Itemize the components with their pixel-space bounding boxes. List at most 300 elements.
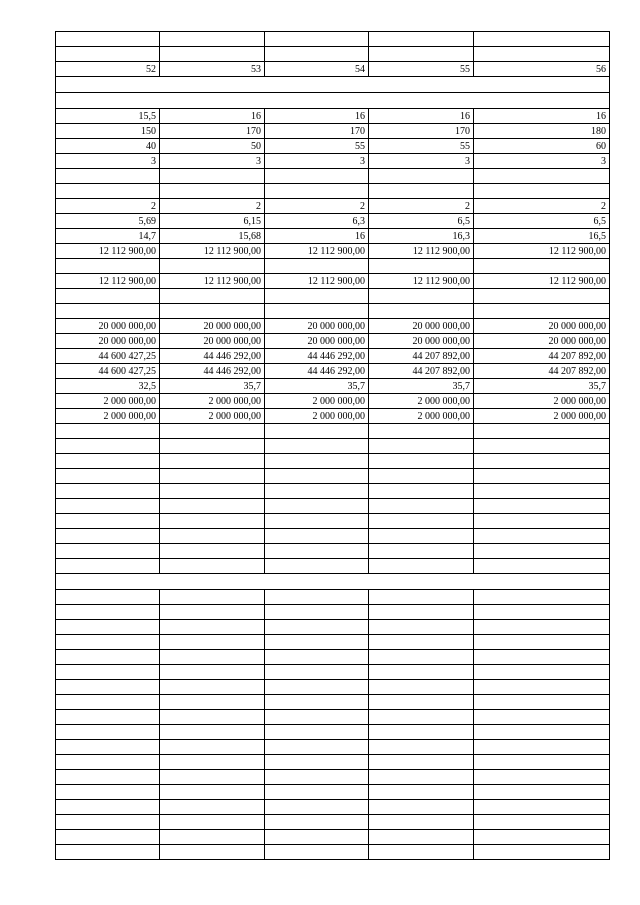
table-cell: [265, 680, 369, 695]
table-cell: [474, 544, 610, 559]
table-row: [56, 199, 610, 214]
table-cell: [369, 770, 474, 785]
table-cell: 20 000 000,00: [56, 334, 160, 349]
table-cell: 15,5: [56, 109, 160, 124]
table-cell: 35,7: [160, 379, 265, 394]
table-cell: [56, 514, 160, 529]
table-row: [56, 47, 610, 62]
table-row: [56, 409, 610, 424]
table-cell: [160, 484, 265, 499]
table-row: [56, 139, 610, 154]
table-cell: 35,7: [265, 379, 369, 394]
table-cell: [265, 845, 369, 860]
table-cell: [474, 259, 610, 274]
table-cell: [56, 635, 160, 650]
table-cell: [265, 770, 369, 785]
table-cell: [369, 424, 474, 439]
table-row: [56, 815, 610, 830]
table-cell: [56, 484, 160, 499]
table-cell: 16,3: [369, 229, 474, 244]
table-row: [56, 635, 610, 650]
table-cell: [160, 815, 265, 830]
table-cell: [265, 424, 369, 439]
table-row: [56, 439, 610, 454]
table-cell: [369, 665, 474, 680]
table-cell: 55: [265, 139, 369, 154]
table-cell: 2: [56, 199, 160, 214]
table-cell: 54: [265, 62, 369, 77]
table-cell: 44 600 427,25: [56, 364, 160, 379]
table-row: [56, 529, 610, 544]
table-cell: 16,5: [474, 229, 610, 244]
table-row: [56, 379, 610, 394]
table-row: [56, 620, 610, 635]
table-row: [56, 394, 610, 409]
table-cell: [369, 590, 474, 605]
table-cell: [369, 304, 474, 319]
table-cell: 2 000 000,00: [474, 394, 610, 409]
table-cell: [56, 830, 160, 845]
table-row: [56, 605, 610, 620]
table-row: [56, 229, 610, 244]
table-cell: [265, 740, 369, 755]
table-cell: [369, 845, 474, 860]
table-cell: [369, 439, 474, 454]
table-cell: 12 112 900,00: [265, 244, 369, 259]
table-cell: [369, 650, 474, 665]
table-cell: [265, 514, 369, 529]
table-cell: [265, 499, 369, 514]
table-cell: [56, 800, 160, 815]
table-cell: [369, 529, 474, 544]
table-cell: [160, 559, 265, 574]
table-cell: [474, 169, 610, 184]
table-cell: [369, 559, 474, 574]
table-cell: [160, 620, 265, 635]
table-body: [56, 32, 610, 860]
table-cell: [474, 184, 610, 199]
table-cell: [265, 830, 369, 845]
table-cell: 3: [369, 154, 474, 169]
table-cell: [474, 469, 610, 484]
table-cell: 2 000 000,00: [369, 394, 474, 409]
table-row: [56, 830, 610, 845]
table-cell: 56: [474, 62, 610, 77]
table-cell: [265, 665, 369, 680]
table-cell: [265, 785, 369, 800]
table-cell: [369, 725, 474, 740]
table-cell: [160, 514, 265, 529]
table-cell: [56, 259, 160, 274]
table-cell: [265, 635, 369, 650]
table-cell: 14,7: [56, 229, 160, 244]
table-row: [56, 469, 610, 484]
table-cell: [56, 469, 160, 484]
table-cell: [369, 620, 474, 635]
table-cell: [160, 635, 265, 650]
table-cell: [474, 590, 610, 605]
table-cell: [369, 32, 474, 47]
table-cell: [56, 650, 160, 665]
table-row: [56, 424, 610, 439]
table-cell: [160, 289, 265, 304]
table-cell: [56, 740, 160, 755]
table-cell: [160, 47, 265, 62]
table-row: [56, 800, 610, 815]
table-cell: [369, 605, 474, 620]
table-cell: [160, 845, 265, 860]
table-row: [56, 559, 610, 574]
table-cell: [160, 695, 265, 710]
table-cell: 2 000 000,00: [160, 394, 265, 409]
table-cell: 35,7: [369, 379, 474, 394]
table-cell: [160, 529, 265, 544]
table-cell: [369, 289, 474, 304]
table-row: [56, 454, 610, 469]
table-cell: 3: [56, 154, 160, 169]
table-cell: [265, 32, 369, 47]
table-row: [56, 770, 610, 785]
table-cell-full: [56, 574, 610, 590]
table-cell: [474, 484, 610, 499]
table-cell: 5,69: [56, 214, 160, 229]
table-row: [56, 169, 610, 184]
table-cell: 20 000 000,00: [369, 319, 474, 334]
table-cell: [474, 635, 610, 650]
table-cell: [265, 454, 369, 469]
table-cell: [369, 259, 474, 274]
table-cell: [265, 439, 369, 454]
table-cell: 2: [160, 199, 265, 214]
table-cell: [160, 424, 265, 439]
table-cell: 12 112 900,00: [265, 274, 369, 289]
table-cell: [474, 815, 610, 830]
table-cell: 44 207 892,00: [369, 349, 474, 364]
table-cell: 2 000 000,00: [369, 409, 474, 424]
table-cell: [369, 47, 474, 62]
table-cell: [160, 725, 265, 740]
table-cell: [160, 650, 265, 665]
table-cell: [160, 32, 265, 47]
table-cell: [474, 770, 610, 785]
table-cell: [369, 830, 474, 845]
table-cell: 60: [474, 139, 610, 154]
table-cell: 44 446 292,00: [160, 349, 265, 364]
table-cell: 32,5: [56, 379, 160, 394]
table-row: [56, 785, 610, 800]
table-cell: [56, 770, 160, 785]
table-cell: [369, 695, 474, 710]
table-cell: [265, 695, 369, 710]
table-row: [56, 544, 610, 559]
table-cell: [160, 169, 265, 184]
table-cell: [56, 454, 160, 469]
table-cell: 20 000 000,00: [160, 334, 265, 349]
table-cell: [56, 304, 160, 319]
table-row: [56, 319, 610, 334]
table-cell: [474, 559, 610, 574]
table-cell: [265, 650, 369, 665]
table-row: [56, 349, 610, 364]
table-row: [56, 680, 610, 695]
table-cell: [474, 740, 610, 755]
table-cell: [474, 845, 610, 860]
table-cell: [265, 544, 369, 559]
table-cell: [56, 605, 160, 620]
table-cell: [369, 469, 474, 484]
table-cell: 44 446 292,00: [160, 364, 265, 379]
table-cell: [56, 755, 160, 770]
table-row: [56, 574, 610, 590]
table-cell: 170: [265, 124, 369, 139]
table-cell: [56, 680, 160, 695]
table-row: [56, 499, 610, 514]
table-cell: 2 000 000,00: [56, 394, 160, 409]
table-cell: 170: [369, 124, 474, 139]
table-cell: 3: [160, 154, 265, 169]
table-row: [56, 755, 610, 770]
table-cell: [474, 47, 610, 62]
table-cell: 16: [369, 109, 474, 124]
table-row: [56, 740, 610, 755]
table-cell: [265, 815, 369, 830]
table-cell: [160, 785, 265, 800]
table-cell: 2: [369, 199, 474, 214]
table-cell: 2 000 000,00: [265, 409, 369, 424]
table-cell: [265, 559, 369, 574]
table-cell: [160, 710, 265, 725]
table-cell: [474, 424, 610, 439]
table-cell: [265, 725, 369, 740]
table-row: [56, 93, 610, 109]
table-cell: 20 000 000,00: [369, 334, 474, 349]
table-row: [56, 62, 610, 77]
table-cell: [474, 785, 610, 800]
table-cell: [56, 184, 160, 199]
table-cell: [265, 800, 369, 815]
table-row: [56, 650, 610, 665]
table-cell: [474, 454, 610, 469]
table-cell: [160, 304, 265, 319]
table-cell: [265, 169, 369, 184]
table-cell: 2 000 000,00: [56, 409, 160, 424]
table-row: [56, 259, 610, 274]
table-cell: [56, 710, 160, 725]
table-row: [56, 710, 610, 725]
table-cell: 44 600 427,25: [56, 349, 160, 364]
table-row: [56, 289, 610, 304]
table-row: [56, 514, 610, 529]
table-cell: 12 112 900,00: [160, 244, 265, 259]
table-cell: [265, 484, 369, 499]
table-cell: [474, 529, 610, 544]
table-row: [56, 274, 610, 289]
table-cell: [474, 514, 610, 529]
table-cell: 6,5: [474, 214, 610, 229]
table-cell: [160, 605, 265, 620]
table-cell: 20 000 000,00: [474, 334, 610, 349]
table-cell: [369, 514, 474, 529]
table-cell: 3: [474, 154, 610, 169]
table-cell: 35,7: [474, 379, 610, 394]
table-cell: 44 446 292,00: [265, 364, 369, 379]
table-cell: [369, 680, 474, 695]
table-cell: [160, 740, 265, 755]
table-row: [56, 244, 610, 259]
table-cell: 12 112 900,00: [474, 274, 610, 289]
table-cell: [369, 815, 474, 830]
table-cell: [56, 32, 160, 47]
table-cell: [369, 169, 474, 184]
table-cell: 12 112 900,00: [369, 274, 474, 289]
table-cell: [160, 259, 265, 274]
table-cell: 6,5: [369, 214, 474, 229]
table-row: [56, 334, 610, 349]
table-cell: [474, 650, 610, 665]
table-cell: 44 446 292,00: [265, 349, 369, 364]
data-table: [55, 31, 610, 860]
table-cell: 16: [265, 109, 369, 124]
table-cell: [56, 544, 160, 559]
table-row: [56, 124, 610, 139]
table-cell: [369, 454, 474, 469]
table-cell: [160, 755, 265, 770]
table-cell: 12 112 900,00: [160, 274, 265, 289]
table-cell: 55: [369, 62, 474, 77]
table-cell: 50: [160, 139, 265, 154]
table-cell: [160, 830, 265, 845]
table-cell: 44 207 892,00: [474, 364, 610, 379]
table-cell: [369, 755, 474, 770]
table-cell: 16: [160, 109, 265, 124]
table-cell: 20 000 000,00: [474, 319, 610, 334]
table-cell: [56, 559, 160, 574]
table-row: [56, 109, 610, 124]
table-cell: [160, 680, 265, 695]
table-row: [56, 304, 610, 319]
table-cell: [474, 710, 610, 725]
table-cell: [265, 620, 369, 635]
table-cell: [160, 544, 265, 559]
table-cell: [265, 304, 369, 319]
table-cell: [369, 484, 474, 499]
table-cell: [56, 815, 160, 830]
table-cell: [474, 439, 610, 454]
table-row: [56, 590, 610, 605]
table-row: [56, 845, 610, 860]
table-cell: [56, 590, 160, 605]
table-cell: 2 000 000,00: [265, 394, 369, 409]
table-row: [56, 725, 610, 740]
table-row: [56, 32, 610, 47]
table-cell: [56, 725, 160, 740]
table-cell: [56, 169, 160, 184]
table-cell: [160, 184, 265, 199]
table-cell: [56, 439, 160, 454]
table-cell: [369, 635, 474, 650]
table-cell: [56, 785, 160, 800]
table-cell: [474, 605, 610, 620]
table-cell: [265, 605, 369, 620]
table-cell: [160, 439, 265, 454]
table-cell: [56, 499, 160, 514]
table-cell: [160, 499, 265, 514]
table-cell: [265, 259, 369, 274]
table-cell: [265, 710, 369, 725]
table-cell: 2: [474, 199, 610, 214]
table-cell: [474, 725, 610, 740]
table-row: [56, 184, 610, 199]
table-cell: [56, 289, 160, 304]
table-cell: 2 000 000,00: [474, 409, 610, 424]
table-cell: 150: [56, 124, 160, 139]
table-cell: [369, 184, 474, 199]
table-cell: [56, 47, 160, 62]
table-cell: 6,3: [265, 214, 369, 229]
table-cell: [474, 289, 610, 304]
table-cell: [474, 800, 610, 815]
table-cell: 52: [56, 62, 160, 77]
table-cell: [369, 785, 474, 800]
table-cell: [369, 800, 474, 815]
table-cell: 12 112 900,00: [56, 244, 160, 259]
table-cell: [265, 755, 369, 770]
table-cell: 12 112 900,00: [474, 244, 610, 259]
table-cell: [56, 424, 160, 439]
table-cell: [56, 529, 160, 544]
table-cell: 20 000 000,00: [265, 319, 369, 334]
table-row: [56, 154, 610, 169]
table-cell: [474, 755, 610, 770]
table-cell: 6,15: [160, 214, 265, 229]
table-cell: 55: [369, 139, 474, 154]
table-cell: [369, 710, 474, 725]
table-cell: [160, 454, 265, 469]
table-cell: [474, 620, 610, 635]
table-cell: [160, 770, 265, 785]
table-row: [56, 695, 610, 710]
table-cell: 170: [160, 124, 265, 139]
table-cell: [56, 695, 160, 710]
table-row: [56, 484, 610, 499]
table-cell: [160, 800, 265, 815]
table-cell: [265, 289, 369, 304]
table-cell: 40: [56, 139, 160, 154]
table-cell: 16: [474, 109, 610, 124]
table-cell: [56, 845, 160, 860]
table-cell: [474, 499, 610, 514]
table-cell-full: [56, 93, 610, 109]
table-cell: [474, 304, 610, 319]
table-cell: 44 207 892,00: [369, 364, 474, 379]
table-cell: [160, 665, 265, 680]
table-cell-full: [56, 77, 610, 93]
table-cell: [369, 499, 474, 514]
table-cell: [265, 529, 369, 544]
table-cell: 16: [265, 229, 369, 244]
table-cell: 2 000 000,00: [160, 409, 265, 424]
table-cell: [265, 590, 369, 605]
table-cell: [265, 47, 369, 62]
table-cell: 15,68: [160, 229, 265, 244]
table-cell: [474, 32, 610, 47]
table-cell: [56, 620, 160, 635]
table-cell: 12 112 900,00: [56, 274, 160, 289]
table-cell: [369, 740, 474, 755]
table-cell: 20 000 000,00: [160, 319, 265, 334]
table-row: [56, 77, 610, 93]
table-row: [56, 214, 610, 229]
